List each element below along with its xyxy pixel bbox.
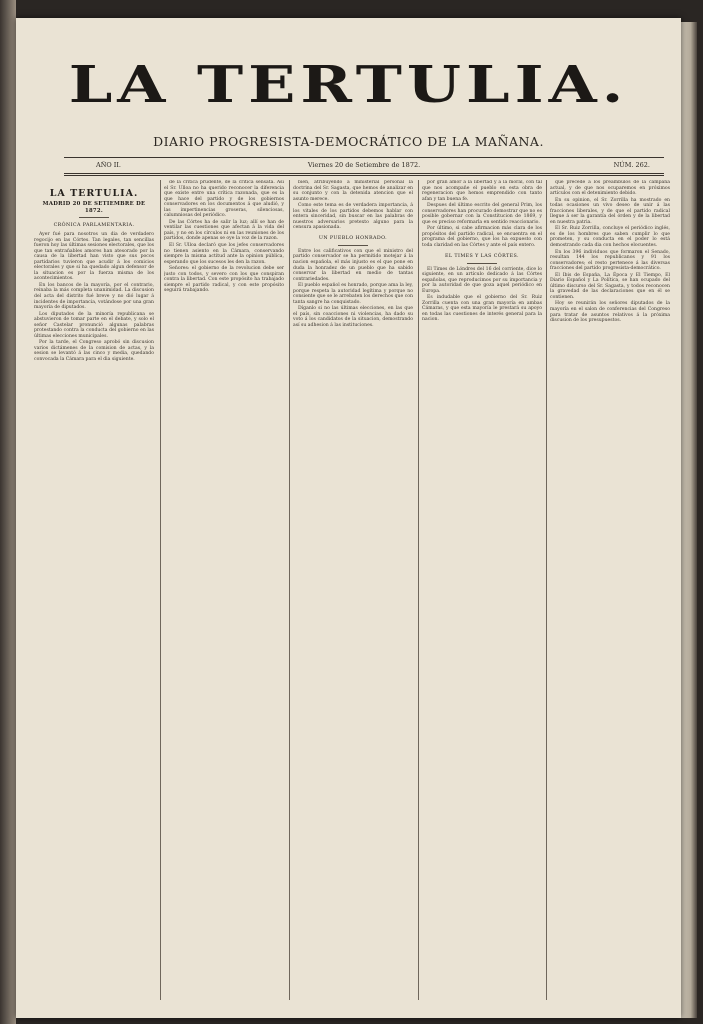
article-paragraph: Es indudable que el gobierno del Sr. Ruiz Zorrilla cuenta con una gran mayoría en ambas Cámaras, y que esta mayoría le prestará su apoyo en todas las cuestiones de interés general para la nacion. <box>422 295 542 323</box>
top-rule <box>64 157 664 158</box>
text-column-5 <box>550 180 670 1000</box>
article-paragraph: Por último, si cabe afirmacion más clara de los propósitos del partido radical, se encuentra en el programa del gobierno, que los ha expuesto con toda claridad en las Córtes y ante el país entero. <box>422 226 542 249</box>
section-rule <box>79 217 109 218</box>
article-paragraph: En su opinion, el Sr. Zorrilla ha mostrado en todas ocasiones un vivo deseo de unir á las fracciones liberales, y de que el partido radical llegue á ser la garantía del órden y de la libertad en nuestra patria. <box>550 197 670 225</box>
section-heading: EL TIMES Y LAS CÓRTES. <box>445 253 519 259</box>
article-paragraph: De las Córtes ha de salir la luz; allí se han de ventilar las cuestiones que afectan á la vida del país, y no en los círculos ni en las reuniones de los partidos, donde apenas se oye la voz de la razon. <box>164 219 284 242</box>
year-label: AÑO II. <box>96 161 121 169</box>
article-paragraph: Por la tarde, el Congreso aprobó sin discusion varios dictámenes de la comision de actas, y la sesion se levantó á las cinco y media, quedando convocada la Cámara para el dia siguiente. <box>34 340 154 363</box>
section-rule <box>338 245 368 246</box>
article-paragraph: En los bancos de la mayoría, por el contrario, reinaba la más completa unanimidad. La discusion del acta del distrito fué breve y no dió lugar á incidentes de importancia, votándose por una gran mayoría de diputados. <box>34 282 154 311</box>
issue-date: Viernes 20 de Setiembre de 1872. <box>307 161 421 169</box>
article-paragraph: El Times de Lóndres del 16 del corriente, dice lo siguiente, en un artículo dedicado á las Córtes españolas, que reproducimos por su importancia y por la autoridad de que goza aquel periódico en Europa. <box>422 266 542 294</box>
masthead-subtitle: DIARIO PROGRESISTA-DEMOCRÁTICO DE LA MAÑANA. <box>153 134 544 149</box>
article-paragraph: Despues del último escrito del general Prim, los conservadores han procurado demostrar que no es posible gobernar con la Constitucion de 1869, y que es preciso reformarla en sentido reaccionario. <box>422 203 542 225</box>
article-paragraph: Los diputados de la minoría republicana se abstuvieron de tomar parte en el debate, y solo el señor Castelar pronunció algunas palabras protestando contra la conducta del gobierno en las últimas elecciones municipales. <box>34 311 154 339</box>
article-paragraph: Señores: el gobierno de la revolucion debe ser justo con todos, y severo con los que conspiran contra la libertad. Con este propósito ha trabajado siempre el partido radical, y con este propósito seguirá trabajando. <box>164 266 284 294</box>
bottom-rule <box>64 173 664 174</box>
article-paragraph: El pueblo español es honrado, porque ama la ley, porque respeta la autoridad legítima y porque no consiente que se le arrebaten los derechos que con tanta sangre ha conquistado. <box>293 283 413 305</box>
article-paragraph: En los 396 individuos que formaron el Senado, resultan 144 los republicanos y 91 los conservadores; el resto pertenece á las diversas fracciones del partido progresista-democrático. <box>550 249 670 272</box>
article-paragraph: que precede á los preámbulos de la campaña actual, y de que nos ocuparemos en próximos artículos con el detenimiento debido. <box>550 180 670 197</box>
column-dateline: MADRID 20 DE SETIEMBRE DE 1872. <box>42 201 146 214</box>
text-column-4 <box>422 180 542 1000</box>
article-paragraph: Hoy se reunirán los señores diputados de la mayoría en el salon de conferencias del Congreso para tratar de asuntos relativos á la próxima discusion de los presupuestos. <box>550 301 670 324</box>
article-paragraph: Ayer fué para nosotros un dia de verdadero regocijo en las Córtes. Tan legales, tan sencillas fueron hoy las últimas sesiones electorales, que los que tan entrañables amores han atesorado por la causa de la libertad han visto que sus pocos partidarios tuvieron que acudir á los comicios electorales y que si ha quedado algun defensor de la situacion es por la fuerza misma de los acontecimientos. <box>34 232 154 282</box>
article-paragraph: Díganlo si no las últimas elecciones, en las que el país, sin coacciones ni violencias, ha dado su voto á los candidatos de la situacion, demostrando así su adhesion á las instituciones. <box>293 306 413 329</box>
section-rule <box>467 263 497 264</box>
text-column-2 <box>164 180 284 1000</box>
column-masthead: LA TERTULIA. <box>49 188 139 199</box>
column-separator <box>418 180 419 1000</box>
bottom-rule-double <box>64 175 664 176</box>
article-paragraph: bien, atribuyendo á ministerial personal la doctrina del Sr. Sagasta, que hemos de analizar en su conjunto y con la detenida atencion que el asunto merece. <box>293 180 413 202</box>
article-paragraph: El Ibis de España, La Época y El Tiempo, El Diario Español y La Política, se han ocupado del último discurso del Sr. Sagasta, y todos reconocen la gravedad de las declaraciones que en él se contienen. <box>550 272 670 300</box>
article-paragraph: de la crítica prudente, de la crítica sensata. Así el Sr. Ulloa no ha querido reconocer la diferencia que existe entre una crítica razonada, que es la que hace del partido y de los gobiernos conservadores en los documentos á que aludió, y las impertinencias groseras, silenciosas, calumniosas del periódico. <box>164 180 284 219</box>
masthead-title: LA TERTULIA. <box>68 54 629 115</box>
article-paragraph: Entre los calificativos con que el ministro del partido conservador se ha permitido motejar á la nacion española, el más injusto es el que pone en duda la honradez de un pueblo que ha sabido conservar la libertad en medio de tantas contrariedades. <box>293 248 413 282</box>
article-paragraph: El Sr. Ulloa declaró que los jefes conservadores no tienen asiento en la Cámara, conservando siempre la misma actitud ante la opinion pública, esperando que los sucesos les den la razon. <box>164 243 284 265</box>
section-heading: CRÓNICA PARLAMENTARIA. <box>53 223 135 228</box>
newspaper-page <box>16 18 681 1018</box>
book-binding <box>0 0 16 1024</box>
column-separator <box>289 180 290 1000</box>
text-column-3 <box>293 180 413 1000</box>
article-paragraph: Como este tema es de verdadera importancia, á los vitales de los partidos debemos hablar con entera sinceridad, sin buscar en las palabras de nuestros adversarios pretexto alguno para la censura apasionada. <box>293 203 413 231</box>
page-edge <box>681 22 697 1018</box>
section-heading: UN PUEBLO HONRADO. <box>318 235 388 241</box>
column-separator <box>546 180 547 1000</box>
issue-number: NÚM. 262. <box>613 161 650 169</box>
article-columns <box>34 180 668 1000</box>
column-separator <box>160 180 161 1000</box>
article-paragraph: por gran amor á la libertad y á la moral, con tal que nos acompañe el pueblo en esta obra de regeneracion que hemos emprendido con tanto afan y tan buena fe. <box>422 180 542 202</box>
text-column-1 <box>34 180 154 1000</box>
article-paragraph: El Sr. Ruiz Zorrilla, concluye el periódico inglés, es de los hombres que saben cumplir lo que prometen, y su conducta en el poder lo está demostrando cada dia con hechos elocuentes. <box>550 226 670 249</box>
dateline <box>64 161 664 173</box>
